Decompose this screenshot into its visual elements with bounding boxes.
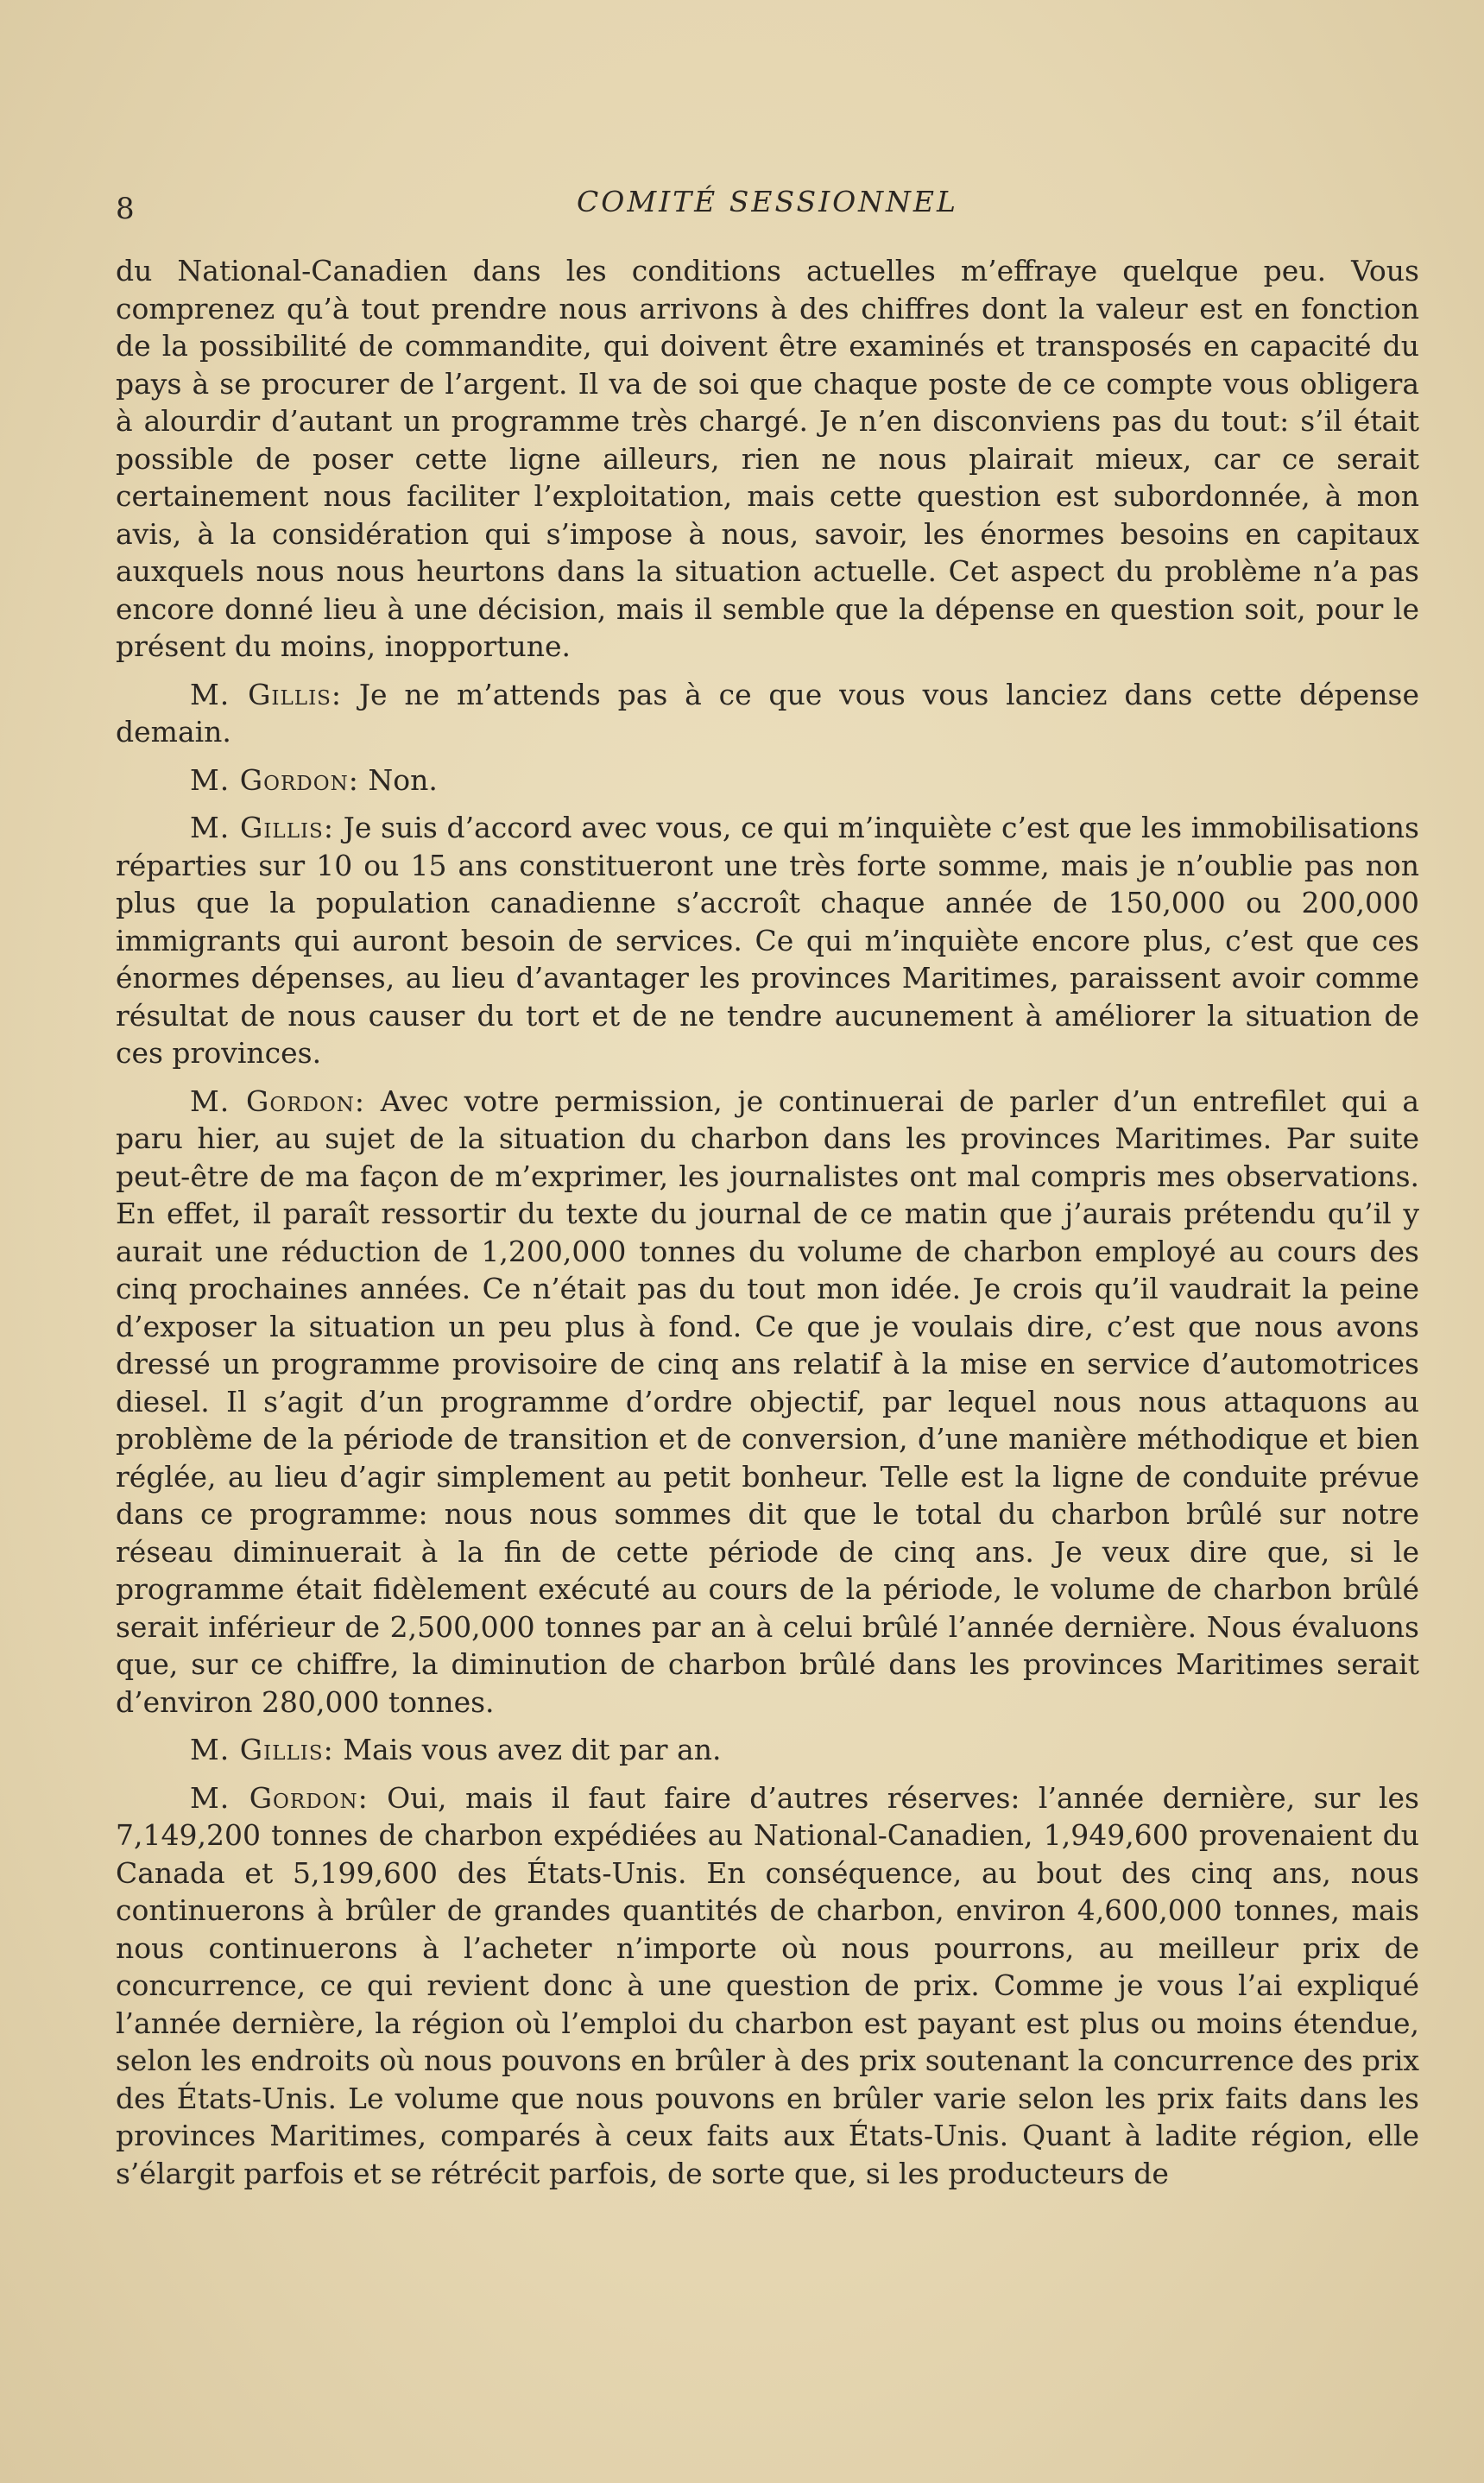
page-header <box>116 180 1419 231</box>
speaker-label: M. Gillis: <box>190 677 343 711</box>
paragraph-gillis <box>116 809 1419 1072</box>
paragraph-text: Oui, mais il faut faire d’autres réserves: l’année dernière, sur les 7,149,200 tonnes de charbon expédiées au National-Canadien, 1,949,600 provenaient du Canada et 5,199,600 des États-Unis. En conséquence, au bout des cinq ans, nous continuerons à brûler de grandes quantités de charbon, environ 4,600,000 tonnes, mais nous continuerons à l’acheter n’importe où nous pourrons, au meilleur prix de concurrence, ce qui revient donc à une question de prix. Comme je vous l’ai expliqué l’année dernière, la région où l’emploi du charbon est payant est plus ou moins étendue, selon les endroits où nous pouvons en brûler à des prix soutenant la concurrence des prix des États-Unis. Le volume que nous pouvons en brûler varie selon les prix faits dans les provinces Maritimes, comparés à ceux faits aux États-Unis. Quant à ladite région, elle s’élargit parfois et se rétrécit parfois, de sorte que, si les producteurs de <box>116 1780 1419 2190</box>
speaker-label: M. Gordon: <box>190 762 359 797</box>
body-text <box>116 252 1419 2202</box>
paragraph-gordon <box>116 761 1419 799</box>
paragraph-gillis <box>116 676 1419 751</box>
speaker-label: M. Gordon: <box>190 1780 369 1815</box>
paragraph-text: du National-Canadien dans les conditions actuelles m’effraye quelque peu. Vous comprenez qu’à tout prendre nous arrivons à des chiffres dont la valeur est en fonction de la possibilité de commandite, qui doivent être examinés et transposés en capacité du pays à se procurer de l’argent. Il va de soi que chaque poste de ce compte vous obligera à alourdir d’autant un programme très chargé. Je n’en disconviens pas du tout: s’il était possible de poser cette ligne ailleurs, rien ne nous plairait mieux, car ce serait certainement nous faciliter l’exploitation, mais cette question est subordonnée, à mon avis, à la considération qui s’impose à nous, savoir, les énormes besoins en capitaux auxquels nous nous heurtons dans la situation actuelle. Cet aspect du problème n’a pas encore donné lieu à une décision, mais il semble que la dépense en question soit, pour le présent du moins, inopportune. <box>116 254 1419 663</box>
running-head: COMITÉ SESSIONNEL <box>577 185 958 218</box>
paragraph-gillis <box>116 1731 1419 1769</box>
paragraph-continuation <box>116 252 1419 666</box>
speaker-label: M. Gillis: <box>190 811 334 844</box>
paragraph-gordon <box>116 1083 1419 1722</box>
paragraph-text: Je suis d’accord avec vous, ce qui m’inquiète c’est que les immobilisations réparties sur 10 ou 15 ans constitueront une très forte somme, mais je n’oublie pas non plus que la population canadienne s’accroît chaque année de 150,000 ou 200,000 immigrants qui auront besoin de services. Ce qui m’inquiète encore plus, c’est que ces énormes dépenses, au lieu d’avantager les provinces Maritimes, paraissent avoir comme résultat de nous causer du tort et de ne tendre aucunement à améliorer la situation de ces provinces. <box>116 811 1419 1070</box>
paragraph-gordon <box>116 1779 1419 2193</box>
paragraph-text: Mais vous avez dit par an. <box>333 1733 722 1766</box>
speaker-label: M. Gordon: <box>190 1084 366 1118</box>
paragraph-text: Je ne m’attends pas à ce que vous vous lanciez dans cette dépense demain. <box>116 677 1419 749</box>
paragraph-text: Avec votre permission, je continuerai de parler d’un entrefilet qui a paru hier, au sujet de la situation du charbon dans les provinces Maritimes. Par suite peut-être de ma façon de m’exprimer, les journalistes ont mal compris mes observations. En effet, il paraît ressortir du texte du journal de ce matin que j’aurais prétendu qu’il y aurait une réduction de 1,200,000 tonnes du volume de charbon employé au cours des cinq prochaines années. Ce n’était pas du tout mon idée. Je crois qu’il vaudrait la peine d’exposer la situation un peu plus à fond. Ce que je voulais dire, c’est que nous avons dressé un programme provisoire de cinq ans relatif à la mise en service d’automotrices diesel. Il s’agit d’un programme d’ordre objectif, par lequel nous nous attaquons au problème de la période de transition et de conversion, d’une manière méthodique et bien réglée, au lieu d’agir simplement au petit bonheur. Telle est la ligne de conduite prévue dans ce programme: nous nous sommes dit que le total du charbon brûlé sur notre réseau diminuerait à la fin de cette période de cinq ans. Je veux dire que, si le programme était fidèlement exécuté au cours de la période, le volume de charbon brûlé serait inférieur de 2,500,000 tonnes par an à celui brûlé l’année dernière. Nous évaluons que, sur ce chiffre, la diminution de charbon brûlé dans les provinces Maritimes serait d’environ 280,000 tonnes. <box>116 1084 1419 1719</box>
page-number: 8 <box>116 192 135 226</box>
paragraph-text: Non. <box>358 762 438 797</box>
speaker-label: M. Gillis: <box>190 1733 334 1766</box>
